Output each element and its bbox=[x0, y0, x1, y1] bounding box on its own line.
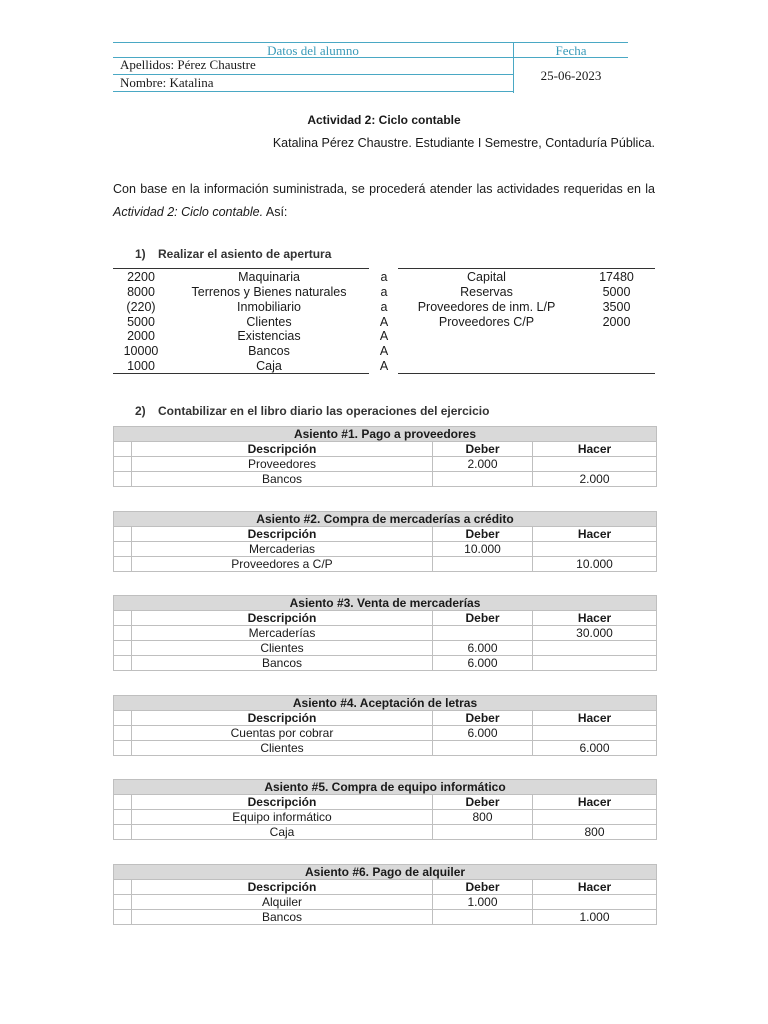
credit-cell: 10.000 bbox=[533, 557, 657, 572]
student-data-label: Datos del alumno bbox=[267, 43, 359, 58]
opening-row bbox=[113, 359, 655, 374]
table-row bbox=[114, 557, 657, 572]
col-description: Descripción bbox=[132, 527, 433, 542]
credit-cell: 2.000 bbox=[533, 472, 657, 487]
debit-account: Clientes bbox=[246, 315, 292, 329]
blank-cell bbox=[114, 641, 132, 656]
blank-cell bbox=[114, 741, 132, 756]
credit-cell bbox=[533, 641, 657, 656]
a-connector: A bbox=[379, 315, 389, 329]
date-value: 25-06-2023 bbox=[540, 68, 602, 83]
section-number: 1) bbox=[135, 247, 146, 261]
entry-title: Asiento #2. Compra de mercaderías a crédito bbox=[114, 512, 657, 527]
credit-amount: 17480 bbox=[599, 270, 634, 284]
desc-cell: Proveedores a C/P bbox=[132, 557, 433, 572]
intro-paragraph bbox=[113, 178, 655, 223]
section-label: Realizar el asiento de apertura bbox=[158, 247, 332, 261]
amount: 2000 bbox=[127, 329, 155, 343]
opening-rule-top-right bbox=[398, 268, 655, 269]
col-credit: Hacer bbox=[533, 711, 657, 726]
blank-cell bbox=[114, 527, 132, 542]
credit-cell: 1.000 bbox=[533, 910, 657, 925]
credit-amount: 2000 bbox=[602, 315, 631, 329]
col-description: Descripción bbox=[132, 880, 433, 895]
blank-cell bbox=[114, 626, 132, 641]
opening-row bbox=[113, 329, 655, 344]
intro-italic: Actividad 2: Ciclo contable. bbox=[113, 204, 264, 219]
surnames-field: Apellidos: Pérez Chaustre bbox=[120, 57, 256, 72]
table-row bbox=[114, 641, 657, 656]
intro-text-end: Así: bbox=[263, 204, 288, 219]
blank-cell bbox=[114, 472, 132, 487]
opening-row bbox=[113, 315, 655, 330]
amount: 1000 bbox=[127, 359, 155, 373]
a-connector: a bbox=[380, 300, 388, 314]
journal-entry-5 bbox=[113, 779, 656, 840]
amount: 8000 bbox=[127, 285, 155, 299]
debit-cell bbox=[433, 825, 533, 840]
debit-cell: 2.000 bbox=[433, 457, 533, 472]
debit-account: Caja bbox=[256, 359, 282, 373]
credit-cell bbox=[533, 457, 657, 472]
blank-cell bbox=[114, 910, 132, 925]
section-1-heading bbox=[135, 247, 331, 261]
credit-cell bbox=[533, 726, 657, 741]
col-description: Descripción bbox=[132, 442, 433, 457]
desc-cell: Clientes bbox=[132, 641, 433, 656]
credit-account: Proveedores C/P bbox=[438, 315, 535, 329]
col-credit: Hacer bbox=[533, 611, 657, 626]
table-row bbox=[114, 726, 657, 741]
opening-rule-bottom-right bbox=[398, 373, 655, 374]
desc-cell: Bancos bbox=[132, 656, 433, 671]
blank-cell bbox=[114, 810, 132, 825]
table-row bbox=[114, 910, 657, 925]
opening-rule-top-left bbox=[113, 268, 369, 269]
credit-cell bbox=[533, 810, 657, 825]
intro-text: Con base en la información suministrada, se procederá atender las actividades requeridas en la bbox=[113, 182, 655, 196]
header-rule bbox=[113, 91, 513, 92]
amount: (220) bbox=[126, 300, 156, 314]
blank-cell bbox=[114, 542, 132, 557]
debit-account: Inmobiliario bbox=[237, 300, 301, 314]
journal-entry-6 bbox=[113, 864, 656, 925]
desc-cell: Mercaderías bbox=[132, 626, 433, 641]
credit-account: Proveedores de inm. L/P bbox=[417, 300, 556, 314]
blank-cell bbox=[114, 656, 132, 671]
page-title: Actividad 2: Ciclo contable bbox=[307, 113, 461, 127]
a-connector: A bbox=[379, 344, 389, 358]
debit-cell: 1.000 bbox=[433, 895, 533, 910]
debit-account: Maquinaria bbox=[238, 270, 300, 284]
col-description: Descripción bbox=[132, 711, 433, 726]
journal-entry-4 bbox=[113, 695, 656, 756]
desc-cell: Equipo informático bbox=[132, 810, 433, 825]
desc-cell: Caja bbox=[132, 825, 433, 840]
opening-row bbox=[113, 344, 655, 359]
name-field: Nombre: Katalina bbox=[120, 75, 214, 90]
desc-cell: Mercaderias bbox=[132, 542, 433, 557]
journal-entry-1 bbox=[113, 426, 656, 487]
credit-amount: 5000 bbox=[602, 285, 631, 299]
credit-cell bbox=[533, 656, 657, 671]
author-line: Katalina Pérez Chaustre. Estudiante I Semestre, Contaduría Pública. bbox=[272, 136, 655, 150]
blank-cell bbox=[114, 825, 132, 840]
debit-account: Terrenos y Bienes naturales bbox=[191, 285, 347, 299]
col-credit: Hacer bbox=[533, 442, 657, 457]
blank-cell bbox=[114, 726, 132, 741]
desc-cell: Bancos bbox=[132, 910, 433, 925]
entry-title: Asiento #4. Aceptación de letras bbox=[114, 696, 657, 711]
table-row bbox=[114, 542, 657, 557]
entry-title: Asiento #5. Compra de equipo informático bbox=[114, 780, 657, 795]
table-row bbox=[114, 626, 657, 641]
table-row bbox=[114, 741, 657, 756]
col-debit: Deber bbox=[433, 795, 533, 810]
col-debit: Deber bbox=[433, 711, 533, 726]
blank-cell bbox=[114, 880, 132, 895]
table-row bbox=[114, 825, 657, 840]
col-description: Descripción bbox=[132, 611, 433, 626]
entry-title: Asiento #6. Pago de alquiler bbox=[114, 865, 657, 880]
section-2-heading bbox=[135, 404, 489, 418]
entry-title: Asiento #1. Pago a proveedores bbox=[114, 427, 657, 442]
table-row bbox=[114, 810, 657, 825]
col-description: Descripción bbox=[132, 795, 433, 810]
blank-cell bbox=[114, 611, 132, 626]
student-data-table bbox=[113, 42, 628, 94]
col-debit: Deber bbox=[433, 442, 533, 457]
table-row bbox=[114, 895, 657, 910]
credit-cell: 800 bbox=[533, 825, 657, 840]
table-row bbox=[114, 472, 657, 487]
desc-cell: Clientes bbox=[132, 741, 433, 756]
credit-account: Reservas bbox=[460, 285, 513, 299]
journal-entry-3 bbox=[113, 595, 656, 671]
opening-rule-bottom-left bbox=[113, 373, 369, 374]
credit-cell bbox=[533, 542, 657, 557]
amount: 2200 bbox=[127, 270, 155, 284]
debit-account: Existencias bbox=[237, 329, 301, 343]
amount: 10000 bbox=[123, 344, 159, 358]
amount: 5000 bbox=[127, 315, 155, 329]
debit-cell: 10.000 bbox=[433, 542, 533, 557]
col-credit: Hacer bbox=[533, 880, 657, 895]
col-credit: Hacer bbox=[533, 527, 657, 542]
debit-cell bbox=[433, 472, 533, 487]
a-connector: a bbox=[380, 270, 388, 284]
a-connector: a bbox=[380, 285, 388, 299]
opening-row bbox=[113, 300, 655, 315]
desc-cell: Proveedores bbox=[132, 457, 433, 472]
table-row bbox=[114, 656, 657, 671]
opening-row bbox=[113, 285, 655, 300]
debit-cell bbox=[433, 910, 533, 925]
blank-cell bbox=[114, 442, 132, 457]
credit-amount: 3500 bbox=[602, 300, 631, 314]
blank-cell bbox=[114, 711, 132, 726]
debit-cell bbox=[433, 626, 533, 641]
a-connector: A bbox=[379, 329, 389, 343]
debit-account: Bancos bbox=[248, 344, 290, 358]
a-connector: A bbox=[379, 359, 389, 373]
journal-entry-2 bbox=[113, 511, 656, 572]
opening-row bbox=[113, 270, 655, 285]
credit-cell: 6.000 bbox=[533, 741, 657, 756]
col-debit: Deber bbox=[433, 527, 533, 542]
col-credit: Hacer bbox=[533, 795, 657, 810]
desc-cell: Cuentas por cobrar bbox=[132, 726, 433, 741]
date-label: Fecha bbox=[555, 43, 587, 58]
entry-title: Asiento #3. Venta de mercaderías bbox=[114, 596, 657, 611]
desc-cell: Alquiler bbox=[132, 895, 433, 910]
debit-cell: 6.000 bbox=[433, 656, 533, 671]
section-number: 2) bbox=[135, 404, 146, 418]
blank-cell bbox=[114, 795, 132, 810]
debit-cell bbox=[433, 557, 533, 572]
credit-cell: 30.000 bbox=[533, 626, 657, 641]
blank-cell bbox=[114, 895, 132, 910]
table-row bbox=[114, 457, 657, 472]
blank-cell bbox=[114, 457, 132, 472]
debit-cell: 6.000 bbox=[433, 641, 533, 656]
col-debit: Deber bbox=[433, 880, 533, 895]
debit-cell: 800 bbox=[433, 810, 533, 825]
desc-cell: Bancos bbox=[132, 472, 433, 487]
credit-account: Capital bbox=[467, 270, 506, 284]
col-debit: Deber bbox=[433, 611, 533, 626]
debit-cell bbox=[433, 741, 533, 756]
debit-cell: 6.000 bbox=[433, 726, 533, 741]
section-label: Contabilizar en el libro diario las operaciones del ejercicio bbox=[158, 404, 490, 418]
credit-cell bbox=[533, 895, 657, 910]
blank-cell bbox=[114, 557, 132, 572]
